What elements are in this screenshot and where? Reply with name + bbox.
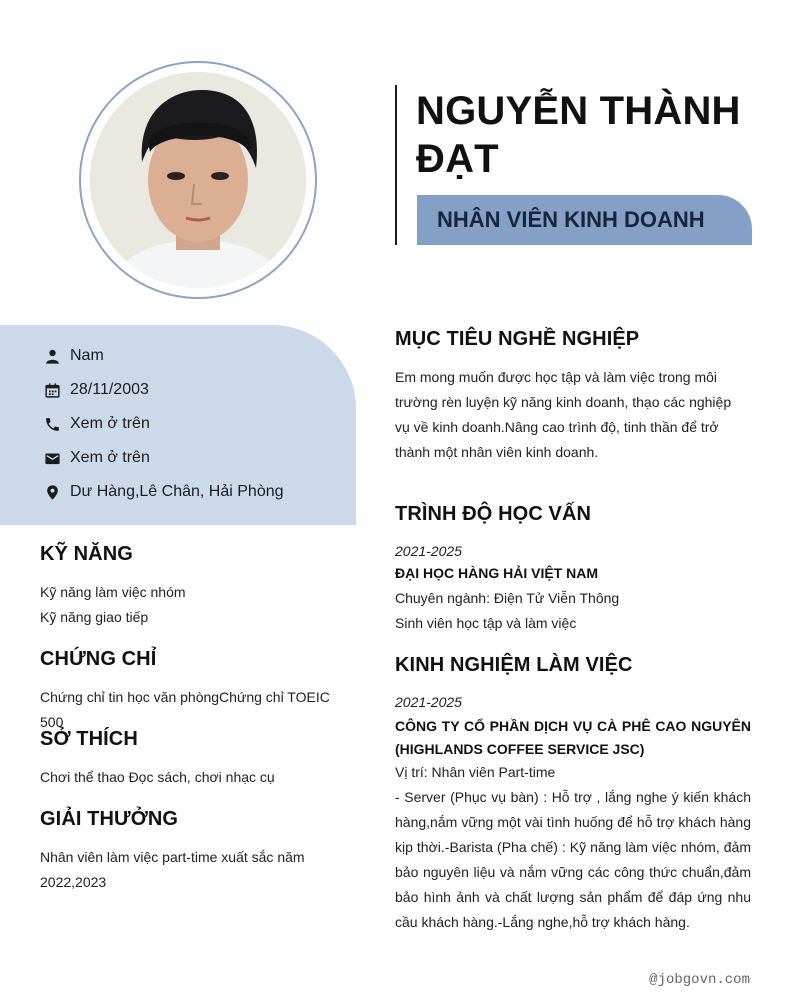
certificates-heading: CHỨNG CHỈ <box>40 648 157 670</box>
skill-item: Kỹ năng làm việc nhóm <box>40 584 186 600</box>
contact-email <box>40 446 150 470</box>
profile-photo-frame <box>79 61 317 299</box>
birthday-text: 28/11/2003 <box>70 381 149 398</box>
certificates-text: Chứng chỉ tin học văn phòngChứng chỉ TOEIC 500 <box>40 689 330 730</box>
mail-icon <box>40 446 64 470</box>
profile-photo <box>90 72 306 288</box>
awards-heading: GIẢI THƯỞNG <box>40 808 179 830</box>
person-icon <box>40 344 64 368</box>
awards-text: Nhân viên làm việc part-time xuất sắc năm 2022,2023 <box>40 849 305 890</box>
job-title: NHÂN VIÊN KINH DOANH <box>437 207 705 232</box>
phone-icon <box>40 412 64 436</box>
education-heading: TRÌNH ĐỘ HỌC VẤN <box>395 503 592 525</box>
education-note: Sinh viên học tập và làm việc <box>395 615 577 631</box>
contact-birthday <box>40 378 149 402</box>
phone-text: Xem ở trên <box>70 415 150 432</box>
job-title-badge <box>417 195 752 245</box>
name-block <box>395 85 755 245</box>
profile-photo-illustration <box>90 72 306 288</box>
contact-address <box>40 480 284 504</box>
skills-heading: KỸ NĂNG <box>40 543 133 565</box>
experience-role: Vị trí: Nhân viên Part-time <box>395 764 556 780</box>
experience-period: 2021-2025 <box>395 694 462 710</box>
email-text: Xem ở trên <box>70 449 150 466</box>
experience-company: CÔNG TY CỔ PHẦN DỊCH VỤ CÀ PHÊ CAO NGUYÊN (HIGHLANDS COFFEE SERVICE JSC) <box>395 718 751 757</box>
experience-heading: KINH NGHIỆM LÀM VIỆC <box>395 654 633 676</box>
skill-item: Kỹ năng giao tiếp <box>40 609 149 625</box>
address-text: Dư Hàng,Lê Chân, Hải Phòng <box>70 483 284 500</box>
education-school: ĐẠI HỌC HÀNG HẢI VIỆT NAM <box>395 565 598 581</box>
watermark: @jobgovn.com <box>649 972 750 988</box>
education-period: 2021-2025 <box>395 543 462 559</box>
education-major: Chuyên ngành: Điện Tử Viễn Thông <box>395 590 620 606</box>
candidate-name: NGUYỄN THÀNH ĐẠT <box>416 89 741 181</box>
contact-phone <box>40 412 150 436</box>
hobbies-heading: SỞ THÍCH <box>40 728 138 750</box>
calendar-icon <box>40 378 64 402</box>
experience-description: - Server (Phục vụ bàn) : Hỗ trợ , lắng nghe ý kiến khách hàng,nắm vững một vài tình huống để hỗ trợ khách hàng kịp thời.-Barista (Pha chế) : Kỹ năng làm việc nhóm, đảm bảo nguyên liệu và nắm vững các công thức chuẩn,đảm bảo hình ảnh và chất lượng sản phẩm để đáp ứng nhu cầu khách hàng.-Lắng nghe,hỗ trợ khách hàng. <box>395 789 751 930</box>
hobbies-text: Chơi thể thao Đọc sách, chơi nhạc cụ <box>40 769 275 785</box>
contact-gender <box>40 344 104 368</box>
location-pin-icon <box>40 480 64 504</box>
gender-text: Nam <box>70 347 104 364</box>
objective-heading: MỤC TIÊU NGHỀ NGHIỆP <box>395 328 640 350</box>
objective-text: Em mong muốn được học tập và làm việc trong môi trường rèn luyện kỹ năng kinh doanh, thạo các nghiệp vụ về kinh doanh.Nâng cao trình độ, tinh thần để trở thành một nhân viên kinh doanh. <box>395 369 732 460</box>
